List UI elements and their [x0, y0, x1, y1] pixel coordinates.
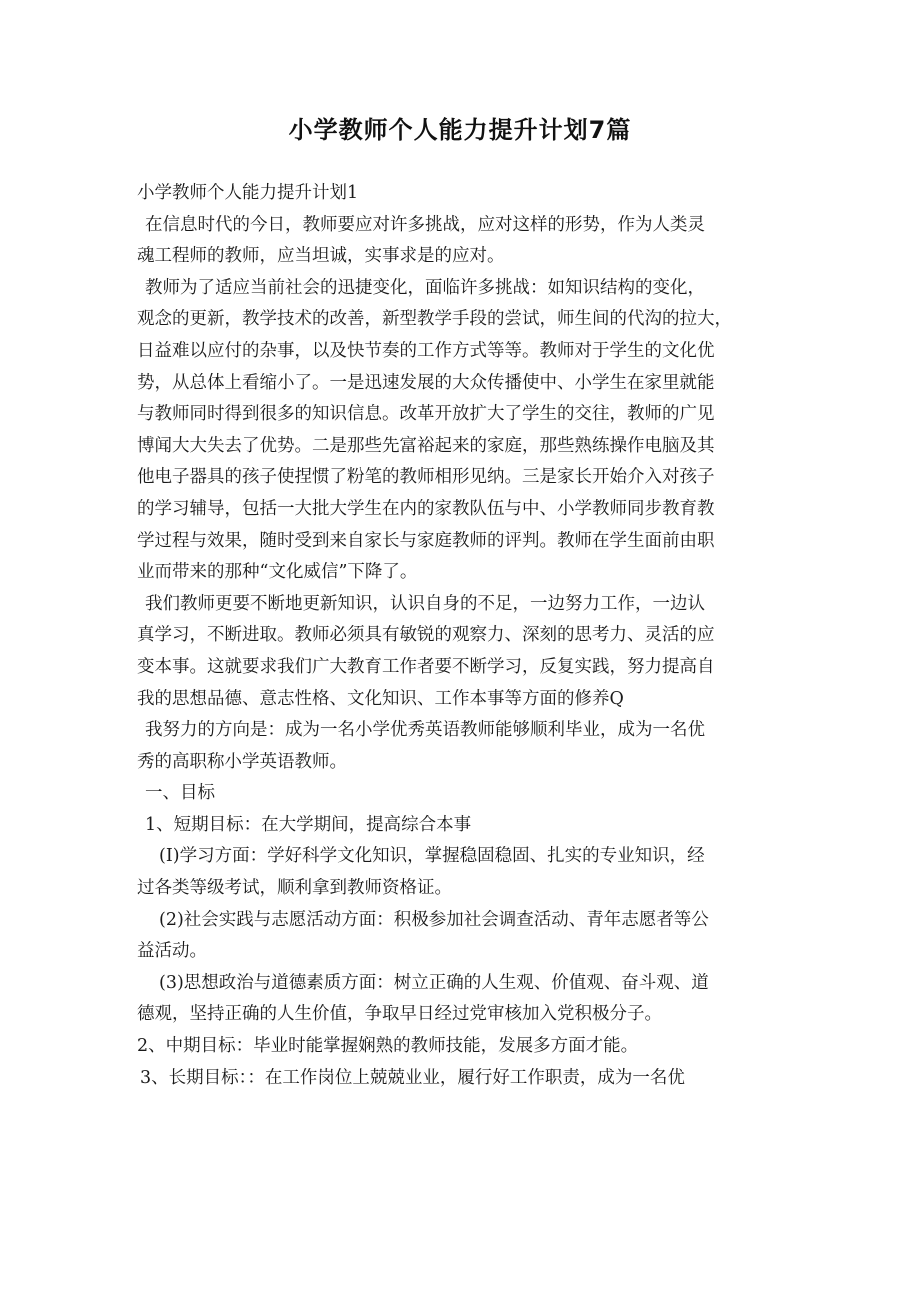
paragraph-line: 日益难以应付的杂事，以及快节奏的工作方式等等。教师对于学生的文化优 — [137, 340, 715, 361]
list-item: (3)思想政治与道德素质方面：树立正确的人生观、价值观、奋斗观、道 — [159, 972, 709, 993]
paragraph-line: 我们教师更要不断地更新知识，认识自身的不足，一边努力工作，一边认 — [145, 593, 705, 614]
paragraph-line: 变本事。这就要求我们广大教育工作者要不断学习，反复实践，努力提高自 — [137, 656, 715, 677]
paragraph-line: 真学习，不断进取。教师必须具有敏锐的观察力、深刻的思考力、灵活的应 — [137, 625, 715, 646]
paragraph-line: 与教师同时得到很多的知识信息。改革开放扩大了学生的交往，教师的广见 — [137, 404, 715, 425]
section-heading: 一、目标 — [145, 783, 215, 804]
section-heading: 小学教师个人能力提升计划1 — [137, 183, 359, 203]
list-item: (2)社会实践与志愿活动方面：积极参加社会调查活动、青年志愿者等公 — [159, 909, 709, 930]
list-item: 2、中期目标：毕业时能掌握娴熟的教师技能，发展多方面才能。 — [137, 1036, 639, 1057]
paragraph-line: 我努力的方向是：成为一名小学优秀英语教师能够顺利毕业，成为一名优 — [145, 720, 705, 741]
paragraph-line: 学过程与效果，随时受到来自家长与家庭教师的评判。教师在学生面前由职 — [137, 530, 715, 551]
document-body — [137, 178, 793, 1094]
paragraph-line: 观念的更新，教学技术的改善，新型教学手段的尝试，师生间的代沟的拉大， — [137, 309, 732, 330]
list-item: 1、短期目标：在大学期间，提高综合本事 — [145, 814, 472, 835]
paragraph-line: 我的思想品德、意志性格、文化知识、工作本事等方面的修养Q — [137, 688, 624, 709]
paragraph-line: 他电子器具的孩子使捏惯了粉笔的教师相形见纳。三是家长开始介入对孩子 — [137, 467, 715, 488]
paragraph-line: 势，从总体上看缩小了。一是迅速发展的大众传播使中、小学生在家里就能 — [137, 372, 715, 393]
paragraph-line: 教师为了适应当前社会的迅捷变化，面临许多挑战：如知识结构的变化， — [145, 277, 705, 298]
paragraph-line: 博闻大大失去了优势。二是那些先富裕起来的家庭，那些熟练操作电脑及其 — [137, 435, 715, 456]
paragraph-line: 的学习辅导，包括一大批大学生在内的家教队伍与中、小学教师同步教育教 — [137, 498, 715, 519]
paragraph-line: 过各类等级考试，顺利拿到教师资格证。 — [137, 878, 452, 899]
paragraph-line: 魂工程师的教师，应当坦诚，实事求是的应对。 — [137, 246, 505, 267]
paragraph-line: 业而带来的那种“文化威信”下降了。 — [137, 562, 418, 583]
list-item: 3、长期目标：：在工作岗位上兢兢业业，履行好工作职责，成为一名优 — [140, 1067, 685, 1088]
paragraph-line: 秀的高职称小学英语教师。 — [137, 751, 347, 772]
document-title: 小学教师个人能力提升计划7篇 — [288, 116, 632, 144]
list-item: (I)学习方面：学好科学文化知识，掌握稳固稳固、扎实的专业知识，经 — [159, 846, 705, 867]
paragraph-line: 在信息时代的今日，教师要应对许多挑战，应对这样的形势，作为人类灵 — [145, 214, 705, 235]
paragraph-line: 德观，坚持正确的人生价值，争取早日经过党审核加入党积极分子。 — [137, 1004, 662, 1025]
paragraph-line: 益活动。 — [137, 941, 207, 962]
